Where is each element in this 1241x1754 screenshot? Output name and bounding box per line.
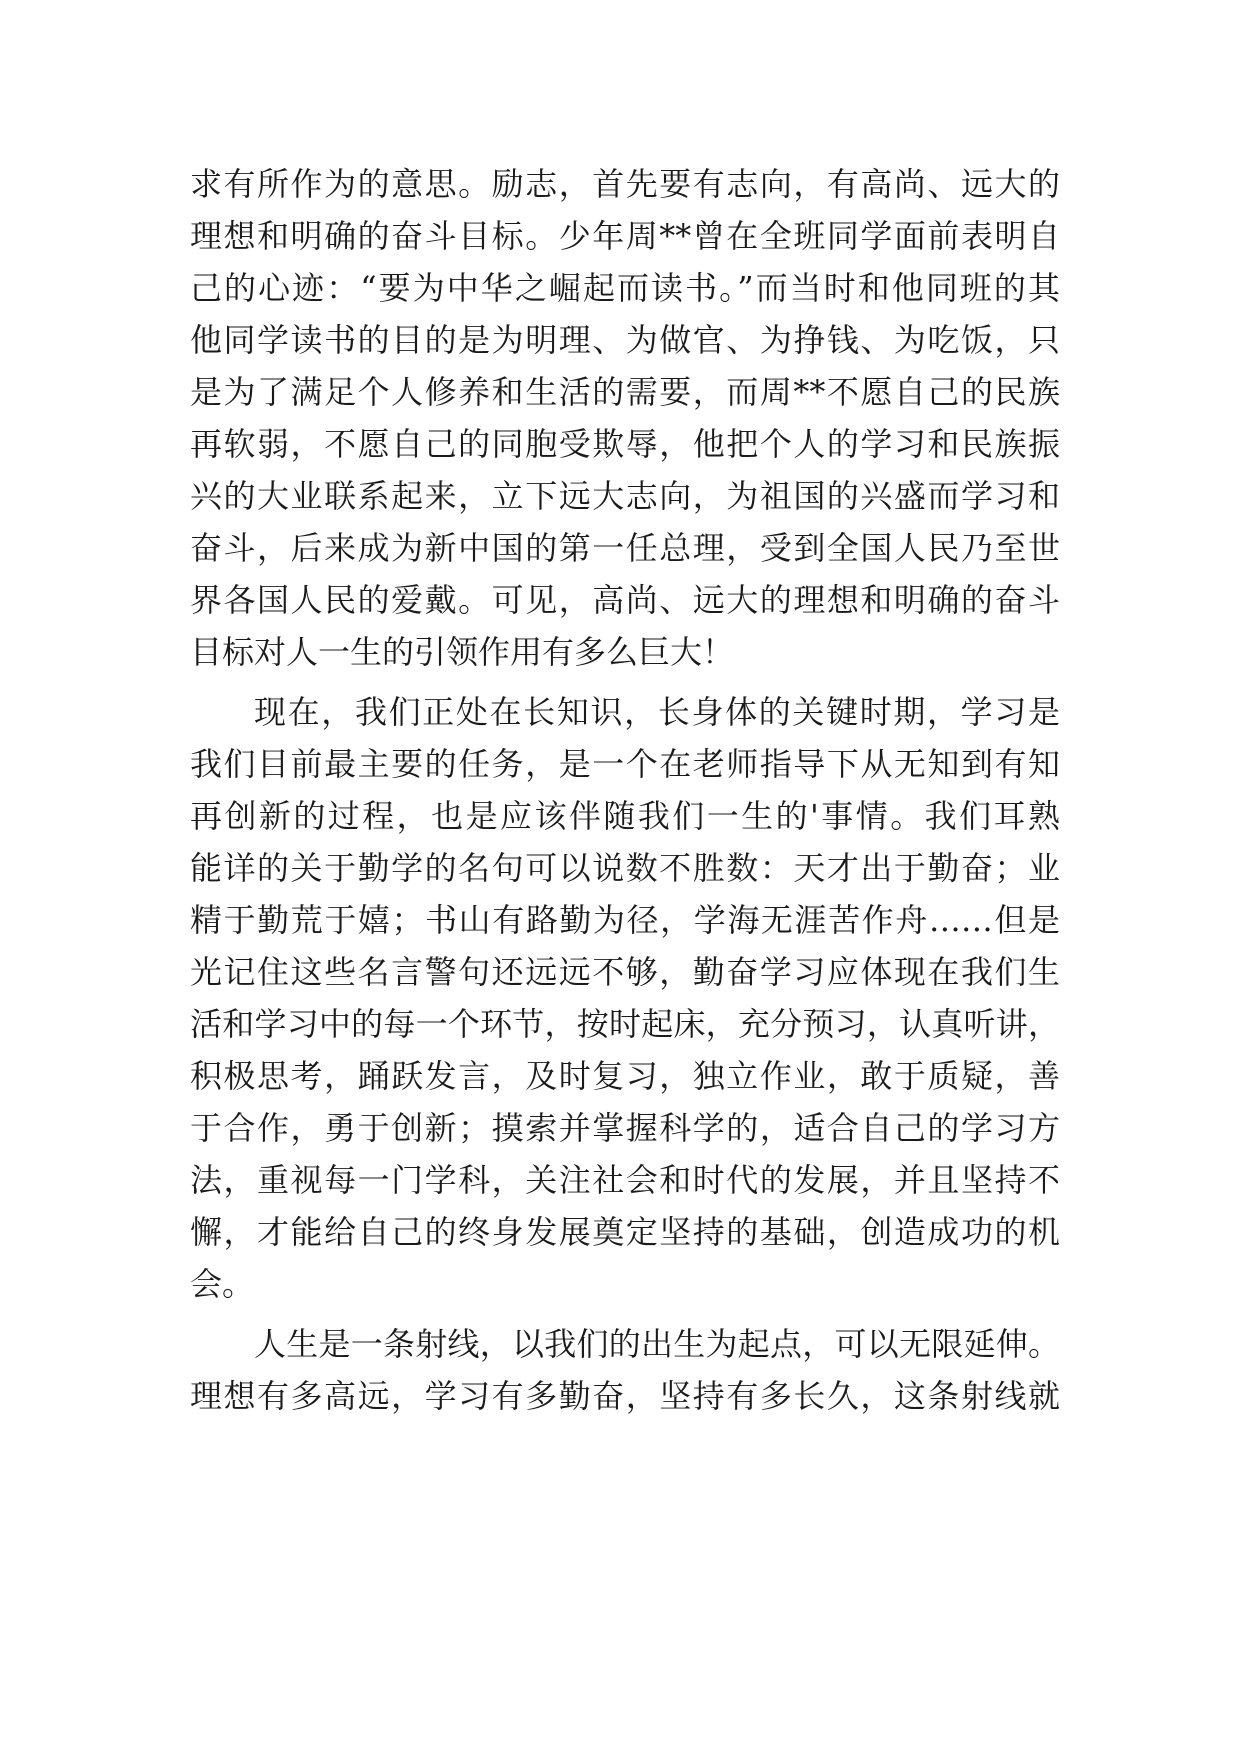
text-line: 现在，我们正处在长知识，长身体的关键时期，学习是 (254, 693, 1060, 731)
text-line: 是为了满足个人修养和生活的需要，而周**不愿自己的民族 (190, 373, 1060, 411)
text-line: 活和学习中的每一个环节，按时起床，充分预习，认真听讲， (190, 1005, 1060, 1043)
text-line: 我们目前最主要的任务，是一个在老师指导下从无知到有知 (190, 745, 1060, 783)
text-line: 再创新的过程，也是应该伴随我们一生的'事情。我们耳熟 (190, 797, 1060, 835)
text-line: 求有所作为的意思。励志，首先要有志向，有高尚、远大的 (190, 165, 1060, 203)
text-line: 法，重视每一门学科，关注社会和时代的发展，并且坚持不 (190, 1161, 1060, 1199)
text-line: 会。 (190, 1265, 255, 1303)
text-line: 界各国人民的爱戴。可见，高尚、远大的理想和明确的奋斗 (190, 581, 1060, 619)
text-line: 目标对人一生的引领作用有多么巨大！ (190, 633, 735, 671)
text-line: 能详的关于勤学的名句可以说数不胜数：天才出于勤奋；业 (190, 849, 1060, 887)
paragraph-spacer (190, 678, 1060, 686)
text-line: 奋斗，后来成为新中国的第一任总理，受到全国人民乃至世 (190, 529, 1060, 567)
text-line: 己的心迹：“要为中华之崛起而读书。”而当时和他同班的其 (190, 269, 1060, 307)
paragraph-2 (190, 686, 1060, 1310)
text-line: 他同学读书的目的是为明理、为做官、为挣钱、为吃饭，只 (190, 321, 1060, 359)
text-line: 精于勤荒于嬉；书山有路勤为径，学海无涯苦作舟……但是 (190, 901, 1060, 939)
text-line: 于合作，勇于创新；摸索并掌握科学的，适合自己的学习方 (190, 1109, 1060, 1147)
text-line: 人生是一条射线，以我们的出生为起点，可以无限延伸。 (254, 1325, 1060, 1363)
paragraph-spacer (190, 1310, 1060, 1318)
text-line: 懈，才能给自己的终身发展奠定坚持的基础，创造成功的机 (190, 1213, 1060, 1251)
document-body (190, 158, 1060, 1422)
paragraph-1 (190, 158, 1060, 678)
text-line: 积极思考，踊跃发言，及时复习，独立作业，敢于质疑，善 (190, 1057, 1060, 1095)
text-line: 再软弱，不愿自己的同胞受欺辱，他把个人的学习和民族振 (190, 425, 1060, 463)
text-line: 光记住这些名言警句还远远不够，勤奋学习应体现在我们生 (190, 953, 1060, 991)
text-line: 兴的大业联系起来，立下远大志向，为祖国的兴盛而学习和 (190, 477, 1060, 515)
text-line: 理想有多高远，学习有多勤奋，坚持有多长久，这条射线就 (190, 1377, 1060, 1415)
paragraph-3 (190, 1318, 1060, 1422)
text-line: 理想和明确的奋斗目标。少年周**曾在全班同学面前表明自 (190, 217, 1060, 255)
